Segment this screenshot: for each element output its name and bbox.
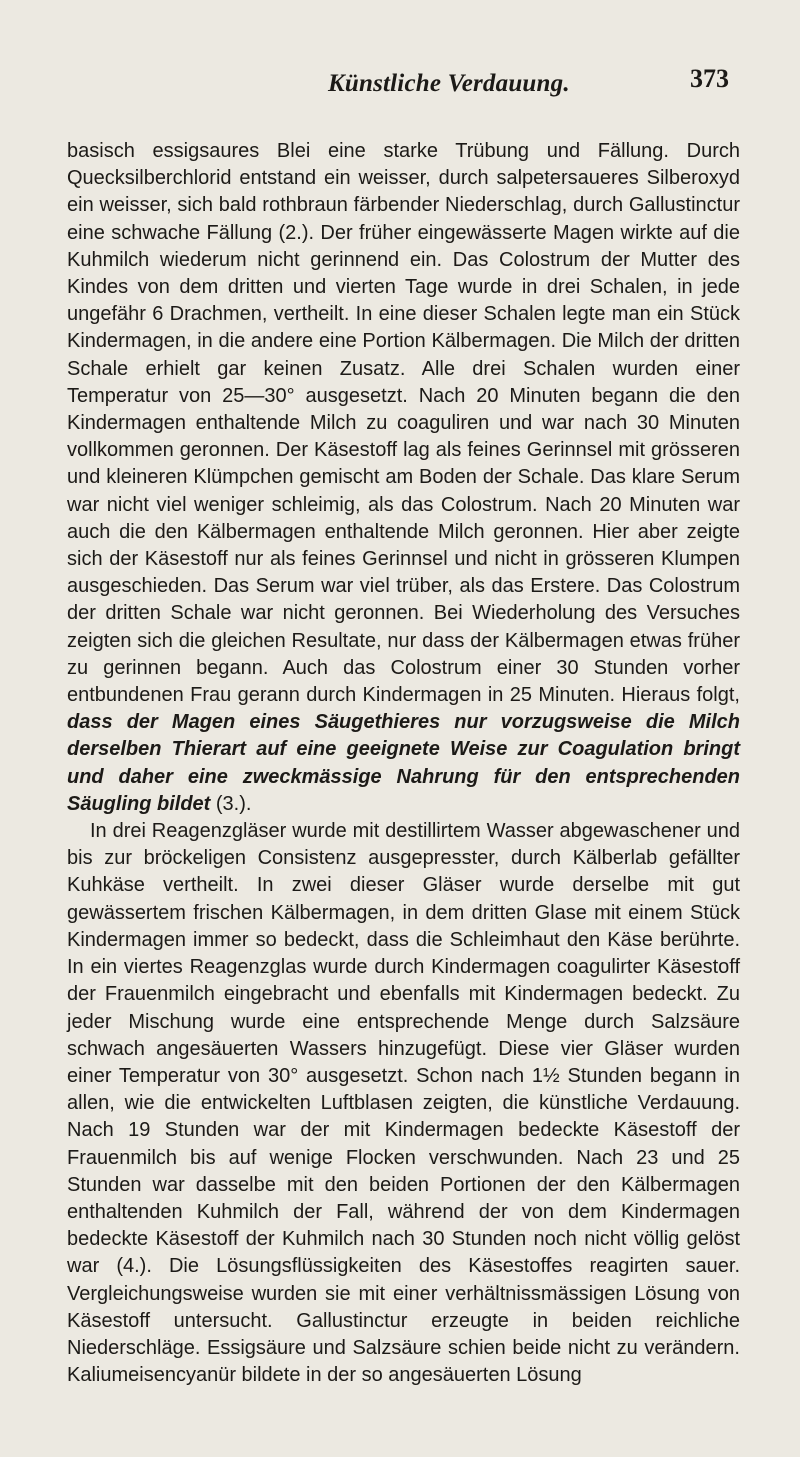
text-segment: In drei Reagenzgläser wurde mit destillirtem Wasser abgewaschener und bis zur bröckeligen Consistenz ausgepresster, durch Kälberlab gefällter Kuhkäse vertheilt. In zwei dieser Gläser wurde derselbe mit gut gewässertem frischen Kälbermagen, in dem dritten Glase mit einem Stück Kindermagen immer so bedeckt, dass die Schleimhaut den Käse berührte. In ein viertes Reagenzglas wurde durch Kindermagen coagulirter Käsestoff der Frauenmilch eingebracht und ebenfalls mit Kindermagen bedeckt. Zu jeder Mischung wurde eine entsprechende Menge durch Salzsäure schwach angesäuerten Wassers hinzugefügt. Diese vier Gläser wurden einer Temperatur von 30° ausgesetzt. Schon nach 1½ Stunden begann in allen, wie die entwickelten Luftblasen zeigten, die künstliche Verdauung. Nach 19 Stunden war der mit Kindermagen bedeckte Käsestoff der Frauenmilch bis auf wenige Flocken verschwunden. Nach 23 und 25 Stunden war dasselbe mit den beiden Portionen der den Kälbermagen enthaltenden Kuhmilch der Fall, während der von dem Kindermagen bedeckte Käsestoff der Kuhmilch nach 30 Stunden noch nicht völlig gelöst war (4.). Die Lösungsflüssigkeiten des Käsestoffes reagirten sauer. Vergleichungsweise wurden sie mit einer verhältnissmässigen Lösung von Käsestoff untersucht. Gallustinctur erzeugte in beiden reichliche Niederschläge. Essigsäure und Salzsäure schien beide nicht zu verändern. Kaliumeisencyanür bildete in der so angesäuerten Lösung [67, 820, 740, 1387]
body-text [67, 138, 740, 1389]
text-segment: basisch essigsaures Blei eine starke Trübung und Fällung. Durch Quecksilberchlorid entstand ein weisser, durch salpetersaueres Silberoxyd ein weisser, sich bald rothbraun färbender Niederschlag, durch Gallustinctur eine schwache Fällung (2.). Der früher eingewässerte Magen wirkte auf die Kuhmilch wiederum nicht gerinnend ein. Das Colostrum der Mutter des Kindes von dem dritten und vierten Tage wurde in drei Schalen, in jede ungefähr 6 Drachmen, vertheilt. In eine dieser Schalen legte man ein Stück Kindermagen, in die andere eine Portion Kälbermagen. Die Milch der dritten Schale erhielt gar keinen Zusatz. Alle drei Schalen wurden einer Temperatur von 25—30° ausgesetzt. Nach 20 Minuten begann die den Kindermagen enthaltende Milch zu coaguliren und war nach 30 Minuten vollkommen geronnen. Der Käsestoff lag als feines Gerinnsel mit grösseren und kleineren Klümpchen gemischt am Boden der Schale. Das klare Serum war nicht viel weniger schleimig, als das Colostrum. Nach 20 Minuten war auch die den Kälbermagen enthaltende Milch geronnen. Hier aber zeigte sich der Käsestoff nur als feines Gerinnsel und nicht in grösseren Klumpen ausgeschieden. Das Serum war viel trüber, als das Erstere. Das Colostrum der dritten Schale war nicht geronnen. Bei Wiederholung des Versuches zeigten sich die gleichen Resultate, nur dass der Kälbermagen etwas früher zu gerinnen begann. Auch das Colostrum einer 30 Stunden vorher entbundenen Frau gerann durch Kindermagen in 25 Minuten. Hieraus folgt, [67, 140, 740, 707]
text-segment: (3.). [210, 792, 252, 815]
page-header [0, 0, 800, 100]
emphasized-conclusion: dass der Magen eines Säugethieres nur vorzugsweise die Milch derselben Thierart auf eine geeignete Weise zur Coagulation bringt und daher eine zweckmässige Nahrung für den entsprechenden Säugling bildet [67, 711, 740, 815]
page-number: 373 [690, 64, 729, 93]
paragraph [67, 818, 740, 1389]
running-title: Künstliche Verdauung. [328, 70, 570, 97]
paragraph [67, 138, 740, 818]
